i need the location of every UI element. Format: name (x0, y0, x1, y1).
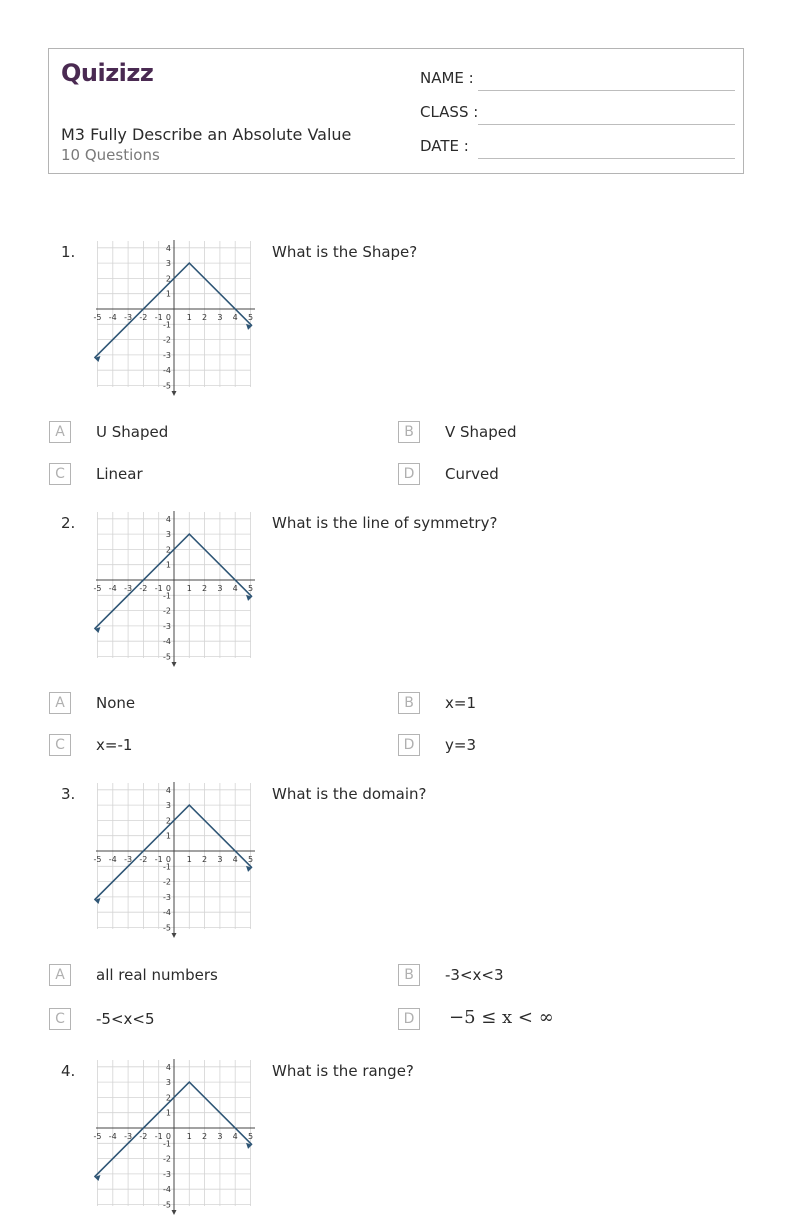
x-tick-label: -4 (108, 855, 117, 864)
question-3-graph (95, 781, 257, 939)
question-2-graph (95, 510, 257, 668)
q3-option-b-text[interactable]: -3<x<3 (445, 966, 504, 984)
q2-option-a-text[interactable]: None (96, 694, 136, 712)
class-field[interactable] (420, 101, 734, 125)
graph-svg (95, 510, 257, 668)
y-axis-arrow (172, 391, 177, 396)
question-3-text: What is the domain? (272, 785, 427, 803)
x-tick-label: -1 (154, 855, 163, 864)
origin-label: 0 (165, 313, 171, 322)
q1-option-c-box[interactable]: C (49, 463, 71, 485)
x-tick-label: -1 (154, 584, 163, 593)
x-tick-label: -2 (139, 584, 148, 593)
q2-option-d-box[interactable]: D (398, 734, 420, 756)
q3-option-c-text[interactable]: -5<x<5 (96, 1010, 155, 1028)
x-tick-label: -3 (124, 584, 133, 593)
y-tick-label: -1 (163, 1139, 171, 1149)
y-tick-label: 2 (165, 1093, 171, 1103)
q3-option-a-box[interactable]: A (49, 964, 71, 986)
q2-option-c-text[interactable]: x=-1 (96, 736, 133, 754)
y-tick-label: -2 (163, 335, 171, 345)
date-field[interactable] (420, 135, 734, 159)
y-tick-label: 2 (165, 274, 171, 284)
x-tick-label: 1 (186, 313, 192, 322)
worksheet-header (48, 48, 744, 174)
y-tick-label: -4 (163, 1185, 171, 1195)
y-tick-label: 3 (165, 259, 171, 269)
class-label: CLASS : (420, 103, 479, 121)
q1-option-a-text[interactable]: U Shaped (96, 423, 169, 441)
y-tick-label: -1 (163, 591, 171, 601)
q2-option-a-box[interactable]: A (49, 692, 71, 714)
question-4-number: 4. (61, 1062, 76, 1080)
y-tick-label: -5 (163, 923, 171, 933)
worksheet-title: M3 Fully Describe an Absolute Value (61, 125, 352, 144)
y-tick-label: -5 (163, 381, 171, 391)
date-label: DATE : (420, 137, 469, 155)
x-tick-label: -3 (124, 1132, 133, 1141)
x-tick-label: 4 (232, 584, 238, 593)
q3-option-b-box[interactable]: B (398, 964, 420, 986)
y-tick-label: 4 (165, 785, 171, 795)
x-tick-label: 4 (232, 1132, 238, 1141)
q1-option-a-box[interactable]: A (49, 421, 71, 443)
q2-option-d-text[interactable]: y=3 (445, 736, 476, 754)
y-tick-label: -3 (163, 1169, 171, 1179)
x-tick-label: -1 (154, 1132, 163, 1141)
y-tick-label: 4 (165, 1062, 171, 1072)
quizizz-logo: Quizizz (61, 59, 154, 87)
q1-option-c-text[interactable]: Linear (96, 465, 143, 483)
y-tick-label: -1 (163, 862, 171, 872)
graph-svg (95, 239, 257, 397)
x-tick-label: -5 (93, 584, 102, 593)
origin-label: 0 (165, 1132, 171, 1141)
y-tick-label: -2 (163, 606, 171, 616)
x-tick-label: -1 (154, 313, 163, 322)
x-tick-label: 2 (202, 1132, 208, 1141)
function-line (94, 1082, 252, 1177)
y-tick-label: 1 (165, 289, 171, 299)
x-tick-label: 5 (247, 313, 254, 322)
y-tick-label: 4 (165, 514, 171, 524)
y-tick-label: 3 (165, 1078, 171, 1088)
y-tick-label: -4 (163, 366, 171, 376)
date-line[interactable] (478, 158, 735, 159)
y-tick-label: -1 (163, 320, 171, 330)
name-field[interactable] (420, 67, 734, 91)
function-line (94, 263, 252, 358)
q3-option-c-box[interactable]: C (49, 1008, 71, 1030)
x-tick-label: 1 (186, 1132, 192, 1141)
y-tick-label: -2 (163, 877, 171, 887)
y-tick-label: -5 (163, 652, 171, 662)
x-tick-label: 4 (232, 855, 238, 864)
y-tick-label: 1 (165, 560, 171, 570)
q2-option-b-text[interactable]: x=1 (445, 694, 476, 712)
y-tick-label: -5 (163, 1200, 171, 1210)
y-tick-label: -4 (163, 637, 171, 647)
y-axis-arrow (172, 933, 177, 938)
function-line (94, 805, 252, 900)
x-tick-label: -2 (139, 1132, 148, 1141)
y-tick-label: 3 (165, 530, 171, 540)
x-tick-label: -5 (93, 1132, 102, 1141)
y-tick-label: -3 (163, 350, 171, 360)
x-tick-label: 3 (217, 313, 223, 322)
x-tick-label: 2 (202, 313, 208, 322)
y-tick-label: 3 (165, 801, 171, 811)
x-tick-label: -4 (108, 584, 117, 593)
y-tick-label: 1 (165, 831, 171, 841)
y-tick-label: -3 (163, 892, 171, 902)
y-tick-label: 2 (165, 816, 171, 826)
y-tick-label: 2 (165, 545, 171, 555)
x-tick-label: 2 (202, 855, 208, 864)
x-tick-label: -2 (139, 313, 148, 322)
q1-option-b-text[interactable]: V Shaped (445, 423, 517, 441)
question-1-text: What is the Shape? (272, 243, 418, 261)
x-tick-label: -3 (124, 313, 133, 322)
y-tick-label: 4 (165, 243, 171, 253)
x-tick-label: 1 (186, 584, 192, 593)
q3-option-d-box[interactable]: D (398, 1008, 420, 1030)
origin-label: 0 (165, 584, 171, 593)
question-count: 10 Questions (61, 146, 160, 164)
q1-option-b-box[interactable]: B (398, 421, 420, 443)
function-line (94, 534, 252, 629)
question-2-text: What is the line of symmetry? (272, 514, 498, 532)
question-1-number: 1. (61, 243, 76, 261)
q2-option-c-box[interactable]: C (49, 734, 71, 756)
graph-svg (95, 781, 257, 939)
x-tick-label: 4 (232, 313, 238, 322)
question-4-graph (95, 1058, 257, 1216)
graph-svg (95, 1058, 257, 1216)
x-tick-label: 2 (202, 584, 208, 593)
q1-option-d-box[interactable]: D (398, 463, 420, 485)
y-tick-label: -4 (163, 908, 171, 918)
q2-option-b-box[interactable]: B (398, 692, 420, 714)
origin-label: 0 (165, 855, 171, 864)
y-tick-label: -2 (163, 1154, 171, 1164)
y-axis-arrow (172, 1210, 177, 1215)
x-tick-label: 5 (247, 855, 254, 864)
class-line[interactable] (478, 124, 735, 125)
question-2-number: 2. (61, 514, 76, 532)
x-tick-label: -5 (93, 855, 102, 864)
x-tick-label: 5 (247, 584, 254, 593)
q3-option-a-text[interactable]: all real numbers (96, 966, 218, 984)
question-4-text: What is the range? (272, 1062, 414, 1080)
name-line[interactable] (478, 90, 735, 91)
x-tick-label: -4 (108, 1132, 117, 1141)
name-label: NAME : (420, 69, 474, 87)
y-tick-label: -3 (163, 621, 171, 631)
x-tick-label: 1 (186, 855, 192, 864)
x-tick-label: -5 (93, 313, 102, 322)
x-tick-label: -3 (124, 855, 133, 864)
y-tick-label: 1 (165, 1108, 171, 1118)
q1-option-d-text[interactable]: Curved (445, 465, 499, 483)
q3-option-d-text[interactable]: −5 ≤ x < ∞ (449, 1007, 554, 1028)
x-tick-label: 5 (247, 1132, 254, 1141)
question-3-number: 3. (61, 785, 76, 803)
x-tick-label: 3 (217, 584, 223, 593)
y-axis-arrow (172, 662, 177, 667)
x-tick-label: 3 (217, 855, 223, 864)
x-tick-label: 3 (217, 1132, 223, 1141)
x-tick-label: -2 (139, 855, 148, 864)
question-1-graph (95, 239, 257, 397)
x-tick-label: -4 (108, 313, 117, 322)
